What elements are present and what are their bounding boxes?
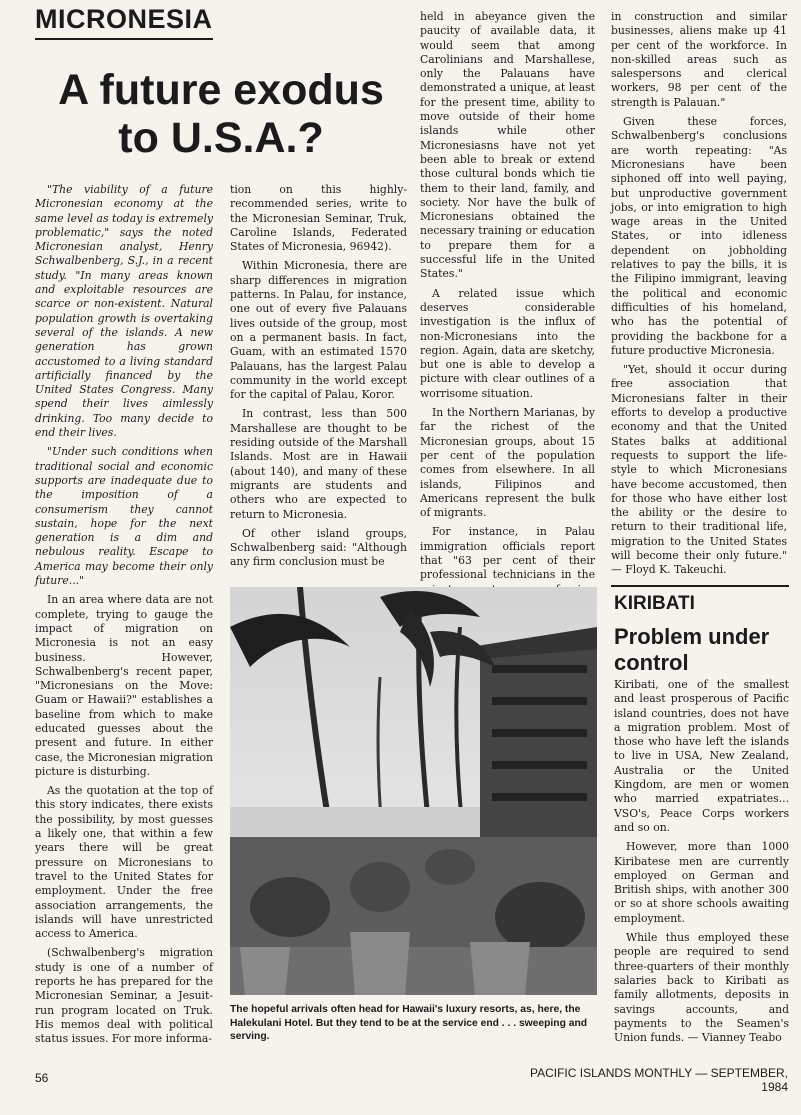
section-kicker: MICRONESIA <box>35 4 213 34</box>
paragraph: held in abeyance given the paucity of available data, it would seem that among Carolinians and Marshallese, only the Palauans have demonstrated a unique, at least for the present time, ability to move outside of their home islands while other Micronesiasns have not yet been able to break or extend those cultural bonds which tie them to their land, family, and society. Nor have the bulk of Micronesians obtained the necessary training or education to prepare them for a successful life in the United States." <box>420 10 595 281</box>
headline-line-2: to U.S.A.? <box>118 114 324 162</box>
paragraph: tion on this highly-recommended series, write to the Micronesian Seminar, Truk, Caroline Islands, Federated States of Micronesia, 96942). <box>230 183 407 254</box>
hotel-photo <box>230 587 597 995</box>
paragraph: Within Micronesia, there are sharp differences in migration patterns. In Palau, for instance, one out of every five Palauans lives outside of the group, most on a permanent basis. In fact, Guam, with an estimated 1570 Palauans, has the largest Palau community in the world except for the capital of Palau, Koror. <box>230 259 407 402</box>
kiribati-rule <box>611 585 789 587</box>
paragraph: In contrast, less than 500 Marshallese are thought to be residing outside of the Marshall Islands. Most are in Hawaii (about 140), and many of these migrants are students and others who are expected to return to Micronesia. <box>230 407 407 521</box>
photo-illustration <box>230 587 597 995</box>
kiribati-column <box>614 678 789 1050</box>
headline-line-1: A future exodus <box>58 66 384 114</box>
kiribati-headline-line-1: Problem under <box>614 624 770 649</box>
headline <box>35 66 407 162</box>
kiribati-headline <box>614 624 794 676</box>
paragraph: Of other island groups, Schwalbenberg said: "Although any firm conclusion must be <box>230 526 407 569</box>
article-column-1 <box>35 183 213 1052</box>
intro-quote: "The viability of a future Micronesian economy at the same level as today is extremely problematic," says the noted Micronesian analyst, Henry Schwalbenberg, S.J., in a recent study. "In many areas known and exploitable resources are scarce or non-existent. Natural population growth is overtaking several of the islands. A new generation has grown accustomed to a living standard artificially financed by the United States Congress. Many spend their lives aimlessly drinking. Too many decide to end their lives. <box>35 183 213 440</box>
kiribati-kicker: KIRIBATI <box>614 593 695 614</box>
paragraph: However, more than 1000 Kiribatese men are currently employed on German and British ships, with another 300 or so at shore schools awaiting employment. <box>614 840 789 925</box>
paragraph: As the quotation at the top of this story indicates, there exists the possibility, by most guesses a likely one, that within a few years there will be great pressure on Micronesians to travel to the United States for employment. Under the free association arrangements, the islands will have unrestricted access to America. <box>35 784 213 941</box>
paragraph: In an area where data are not complete, trying to gauge the impact of migration on Micronesia is not an easy business. However, Schwalbenberg's recent paper, "Micronesians on the Move: Guam or Hawaii?" establishes a baseline from which to make educated guesses about the present and future. In either case, the Micronesian migration picture is disturbing. <box>35 593 213 778</box>
paragraph: Kiribati, one of the smallest and least prosperous of Pacific island countries, does not have a migration problem. Most of those who have left the islands to live in USA, New Zealand, Australia or the United Kingdom, are men or women who married expatriates... VSO's, Peace Corps workers and so on. <box>614 678 789 834</box>
article-column-4 <box>611 10 787 583</box>
kiribati-headline-line-2: control <box>614 650 689 675</box>
publication-footer: PACIFIC ISLANDS MONTHLY — SEPTEMBER, 1984 <box>529 1066 788 1094</box>
paragraph: (Schwalbenberg's migration study is one of a number of reports he has prepared for the Micronesian Seminar, a Jesuit-run program located on Truk. His memos deal with political status issues. For more informa- <box>35 946 213 1046</box>
kicker-rule <box>35 38 213 40</box>
paragraph: Given these forces, Schwalbenberg's conclusions are worth repeating: "As Micronesians have been siphoned off into well paying, but unproductive government jobs, or into emigration to high wage areas in the United States, or into idleness dependent on jobholding relatives to pay the bills, it is the Filipino immigrant, leaving the political and economic difficulties of his homeland, who has the potential of providing the backbone for a future productive Micronesia. <box>611 115 787 357</box>
photo-caption: The hopeful arrivals often head for Hawaii's luxury resorts, as, here, the Halekulani Hotel. But they tend to be at the service end . . . sweeping and serving. <box>230 1004 588 1042</box>
paragraph: While thus employed these people are required to send three-quarters of their monthly salaries back to Kiribati as family allotments, deposits in savings accounts, and payments to the Seamen's Union funds. — Vianney Teabo <box>614 931 789 1045</box>
article-column-3 <box>420 10 595 616</box>
paragraph: For instance, in Palau immigration officials report that "63 per cent of their professional technicians in the <box>420 525 595 582</box>
article-column-2 <box>230 183 407 575</box>
paragraph: A related issue which deserves considerable investigation is the influx of non-Micronesians into the region. Again, data are sketchy, but one is able to develop a picture with clear outlines of a worrisome situation. <box>420 286 595 400</box>
paragraph: In the Northern Marianas, by far the richest of the Micronesian groups, about 15 per cent of the population comes from elsewhere. In all islands, Filipinos and Americans represent the bulk of migrants. <box>420 406 595 520</box>
page-number: 56 <box>35 1071 49 1085</box>
intro-quote: "Under such conditions when traditional social and economic supports are inadequate due to the imposition of a consumerism they cannot sustain, hope for the next generation is a dim and nebulous reality. Escape to America may become their only future..." <box>35 445 213 588</box>
paragraph: in construction and similar businesses, aliens make up 41 per cent of the workforce. In non-skilled areas such as salespersons and clerical workers, 98 per cent of the strength is Palauan." <box>611 10 787 109</box>
paragraph: "Yet, should it occur during free association that Micronesians falter in their efforts to develop a productive economy and that the United States balks at additional requests to support the life-style to which Micronesians have become accustomed, then for those who have either lost the ability or the desire to return to their traditional life, migration to the United States will become their only future." — Floyd K. Takeuchi. <box>611 363 787 577</box>
